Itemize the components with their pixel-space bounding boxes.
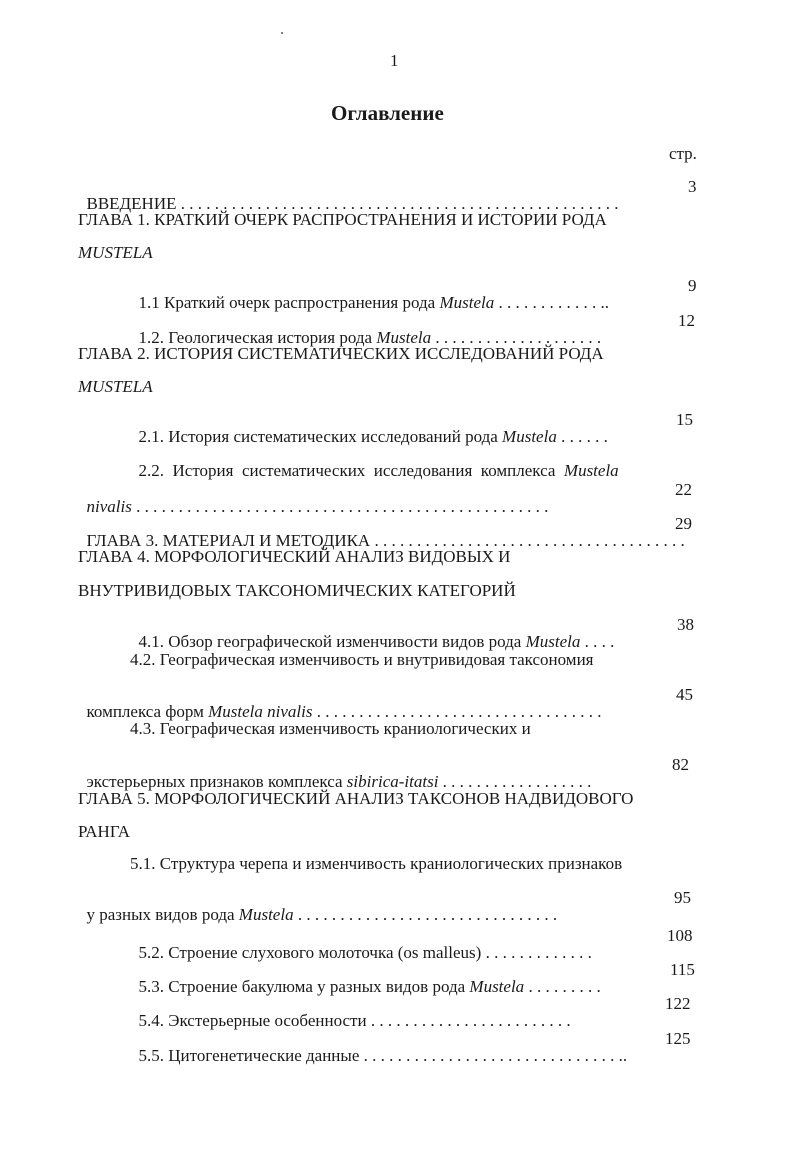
toc-page-intro: 3	[688, 177, 697, 196]
leader-dots: . . . . . . . . . . . . . . . . . .	[438, 772, 592, 791]
toc-chapter-2[interactable]: ГЛАВА 2. ИСТОРИЯ СИСТЕМАТИЧЕСКИХ ИССЛЕДОВАНИЙ РОДА	[78, 344, 604, 363]
toc-page-5-5: 125	[665, 1029, 691, 1048]
leader-dots: . . . . . .	[556, 427, 608, 446]
genus-name: Mustela	[502, 427, 557, 446]
toc-page-1-2: 12	[678, 311, 695, 330]
toc-entry-5-1[interactable]: 5.1. Структура черепа и изменчивость краниологических признаков	[130, 854, 623, 873]
leader-dots: . . . . . . . . . . . . . . . . . . . . . . . . . . . . . . . . . . . . . . . . . . . . . . . . .	[131, 497, 549, 516]
toc-label: ВВЕДЕНИЕ	[86, 194, 177, 213]
toc-entry-5-5[interactable]	[130, 1030, 631, 1064]
leader-dots: . . . . . . . . . . . . . . . . . . . . . . . . . . . . . . . . . .	[312, 702, 602, 721]
toc-label: 5.3. Строение бакулюма у разных видов рода	[138, 977, 470, 996]
leader-dots: . . . .	[580, 632, 615, 651]
toc-chapter-4-cont: ВНУТРИВИДОВЫХ ТАКСОНОМИЧЕСКИХ КАТЕГОРИЙ	[78, 581, 516, 600]
leader-dots: . . . . . . . . .	[524, 977, 601, 996]
toc-entry-5-2[interactable]	[130, 927, 592, 961]
toc-label: 2.2. История систематических исследования комплекса	[138, 461, 564, 480]
toc-page-1-1: 9	[688, 276, 697, 295]
page-column-label: стр.	[669, 144, 697, 163]
toc-entry-4-3[interactable]: 4.3. Географическая изменчивость краниологических и	[130, 719, 531, 738]
toc-entry-2-2[interactable]	[130, 445, 619, 479]
genus-name: Mustela	[376, 328, 432, 347]
toc-entry-1-2[interactable]	[130, 312, 601, 346]
genus-name: Mustela	[563, 461, 619, 480]
leader-dots: . . . . . . . . . . . . .	[481, 943, 592, 962]
toc-label: 4.1. Обзор географической изменчивости видов рода	[138, 632, 526, 651]
toc-entry-1-1[interactable]	[130, 277, 609, 311]
taxon-name: sibirica-itatsi	[346, 772, 439, 791]
species-name: nivalis	[86, 497, 132, 516]
toc-chapter-2-cont: MUSTELA	[78, 377, 153, 396]
toc-entry-chapter-3[interactable]	[78, 515, 685, 549]
toc-entry-4-2-cont	[78, 686, 601, 720]
toc-label: 1.2. Геологическая история рода	[138, 328, 377, 347]
toc-chapter-1[interactable]: ГЛАВА 1. КРАТКИЙ ОЧЕРК РАСПРОСТРАНЕНИЯ И ИСТОРИИ РОДА	[78, 210, 607, 229]
toc-chapter-5-cont: РАНГА	[78, 822, 131, 841]
toc-entry-4-3-cont	[78, 756, 591, 790]
toc-page-4-1: 38	[677, 615, 694, 634]
toc-label: комплекса форм	[86, 702, 209, 721]
page-number: 1	[390, 51, 399, 70]
toc-entry-5-3[interactable]	[130, 961, 601, 995]
toc-page-5-2: 108	[667, 926, 693, 945]
leader-dots: . . . . . . . . . . . . . . . . . . . .	[431, 328, 602, 347]
toc-page-2-1: 15	[676, 410, 693, 429]
toc-label: у разных видов рода	[86, 905, 239, 924]
toc-page-5-1: 95	[674, 888, 691, 907]
genus-name: Mustela	[439, 293, 495, 312]
scan-speck	[281, 32, 283, 34]
toc-entry-intro[interactable]	[78, 178, 698, 212]
leader-dots: . . . . . . . . . . . . ..	[494, 293, 609, 312]
toc-entry-4-2[interactable]: 4.2. Географическая изменчивость и внутривидовая таксономия	[130, 650, 594, 669]
toc-entry-2-2-cont	[78, 481, 548, 515]
leader-dots: . . . . . . . . . . . . . . . . . . . . . . . . . . . . . . .	[293, 905, 558, 924]
taxon-name: Mustela nivalis	[208, 702, 313, 721]
toc-page-4-3: 82	[672, 755, 689, 774]
toc-entry-2-1[interactable]	[130, 411, 608, 445]
toc-page-4-2: 45	[676, 685, 693, 704]
leader-dots: . . . . . . . . . . . . . . . . . . . . . . . .	[366, 1011, 571, 1030]
toc-entry-5-4[interactable]	[130, 995, 571, 1029]
toc-label: 5.4. Экстерьерные особенности	[138, 1011, 367, 1030]
toc-chapter-5[interactable]: ГЛАВА 5. МОРФОЛОГИЧЕСКИЙ АНАЛИЗ ТАКСОНОВ НАДВИДОВОГО	[78, 789, 634, 808]
toc-label: 5.2. Строение слухового молоточка (os malleus)	[138, 943, 482, 962]
toc-label: 5.5. Цитогенетические данные	[138, 1046, 360, 1065]
toc-page-5-3: 115	[670, 960, 695, 979]
toc-page-2-2: 22	[675, 480, 692, 499]
genus-name: Mustela	[469, 977, 525, 996]
toc-entry-5-1-cont	[78, 889, 557, 923]
toc-label: 2.1. История систематических исследований рода	[138, 427, 503, 446]
leader-dots: . . . . . . . . . . . . . . . . . . . . . . . . . . . . . . . . . . . . . . . . . . . . . . . . . . . .	[176, 194, 619, 213]
page-title: Оглавление	[331, 101, 444, 125]
toc-chapter-1-cont: MUSTELA	[78, 243, 153, 262]
leader-dots: . . . . . . . . . . . . . . . . . . . . . . . . . . . . . . . . . . . . .	[370, 531, 685, 550]
toc-page-5-4: 122	[665, 994, 691, 1013]
toc-label: 1.1 Краткий очерк распространения рода	[138, 293, 440, 312]
toc-label: ГЛАВА 3. МАТЕРИАЛ И МЕТОДИКА	[86, 531, 371, 550]
toc-label: экстерьерных признаков комплекса	[86, 772, 347, 791]
genus-name: Mustela	[238, 905, 294, 924]
toc-chapter-4[interactable]: ГЛАВА 4. МОРФОЛОГИЧЕСКИЙ АНАЛИЗ ВИДОВЫХ И	[78, 547, 511, 566]
toc-page-chapter-3: 29	[675, 514, 692, 533]
genus-name: Mustela	[525, 632, 581, 651]
toc-entry-4-1[interactable]	[130, 616, 614, 650]
leader-dots: . . . . . . . . . . . . . . . . . . . . . . . . . . . . . . ..	[359, 1046, 632, 1065]
